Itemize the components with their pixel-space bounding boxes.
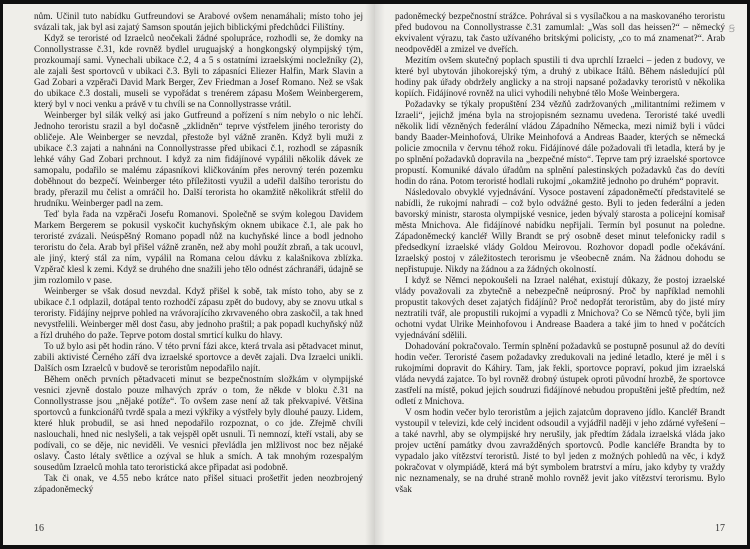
right-page-text <box>395 11 725 495</box>
paragraph: V osm hodin večer bylo teroristům a jejich zajatcům dopraveno jídlo. Kancléř Brandt vystoupil v televizi, kde celý incident odsoudil a vyjádřil naději v jeho zdárné vyřešení – a také navrhl, aby se olympijské hry nerušily, jak předtím žádala izraelská vláda jako projev uctění památky dvou zavražděných sportovců. Podle kancléře Brandta by to vypadalo jako vítězství teroristů. Jisté to byl jeden z možných pohledů na věc, i když pokračovat v olympiádě, která má být symbolem bratrství a míru, jako kdyby ty vraždy nic neznamenaly, se na druhé straně mohlo rovněž jevit jako vítězství terorismu. Bylo však <box>395 407 725 494</box>
paragraph: Tak či onak, ve 4.55 nebo krátce nato přišel situaci prošetřit jeden neozbrojený západoněmecký <box>34 473 363 494</box>
paragraph: Když se teroristé od Izraelců neočekali žádné spolupráce, rozhodli se, že domky na Connollystrasse č.31, kde rovněž bydlel uruguajský a hongkongský olympijský tým, prozkoumají sami. Vynechali ubikace č.2, 4 a 5 s ostatními izraelskými nocležníky (2), ale zajali šest sportovců v ubikaci č.3. Byli to zápasníci Eliezer Halfin, Mark Slavin a Gad Zobari a vzpěrači David Mark Berger, Zev Friedman a Josef Romano. Než se však do ubikace č.3 dostali, museli se vypořádat s trenérem zápasu Mošem Weinbergerem, který byl v noci venku a právě v tu chvíli se na Connollystrasse vrátil. <box>34 33 363 109</box>
gutter-shadow <box>365 4 375 545</box>
paragraph: Mezitím ovšem skutečný poplach spustili ti dva uprchlí Izraelci – jeden z budovy, ve které byl ubytován jihokorejský tým, a druhý z ubikace Itálů. Během následující půl hodiny pak úřady obdržely anglicky a na stroji napsané požadavky teroristů v několika kopiích. Fidájínové rovněž na ulici vyhodili nehybné tělo Moše Weinbergera. <box>395 55 725 98</box>
paragraph: Teď byla řada na vzpěrači Josefu Romanovi. Společně se svým kolegou Davidem Markem Bergerem se pokusil vyskočit kuchyňským oknem ubikace č.1, ale pak ho teroristé zvázali. Neúspěšný Romano popadl nůž na kuchyňské lince a bodl jednoho teroristu do čela. Arab byl přišel vážně zraněn, než aby mohl použít zbraň, a tak ucouvl, ale jiný, který stál za ním, vypálil na Romana celou dávku z kalašnikova zblízka. Vzpěrač klesl k zemi. Když se druhého dne snažili jeho tělo odnést záchranáři, údajně se jim rozlomilo v pase. <box>34 209 363 285</box>
paragraph: Weinberger se však dosud nevzdal. Když přišel k sobě, tak místo toho, aby se z ubikace č.1 odplazil, dotápal tento rozhodčí zápasu zpět do budovy, aby se znovu utkal s teroristy. Fidájíny nejprve pohled na vrávorajícího zkrvaveného obra zaskočil, a tak hned nevystřelili. Weinberger měl dost času, aby jednoho praštil; a pak popadl kuchyňský nůž a řízl druhého do paže. Teprve potom dostal smrticí kulku do hlavy. <box>34 286 363 340</box>
paragraph: Během oněch prvních pětadvaceti minut se bezpečnostním složkám v olympijské vesnici zjevně dostalo pouze mlhavých zpráv o tom, že někde v bloku č.31 na Connollystrasse jsou „nějaké potíže“. To ovšem zase není až tak překvapivé. Většina sportovců a funkcionářů tvrdě spala a mezi výkřiky a výstřely byly dlouhé pauzy. Lidem, které hluk probudil, se asi hned nepodařilo rozpoznat, o co jde. Zřejmě chvíli naslouchali, hned nic neslyšeli, a tak vejspěl opět usnuli. Ti nemnozí, kteří vstali, aby se podívali, co se děje, nic neviděli. Ve vesnici převládla jen mlžlivost noc bez nějaké oslavy. Často létaly světlice a ozýval se hluk a smích. A tak mnohým rozespalým sousedům Izraelců mohla tato teroristická akce připadat asi podobně. <box>34 374 363 472</box>
right-page <box>375 4 747 545</box>
paragraph: nům. Učinil tuto nabídku Gutfreundovi se Arabové ovšem nenamáhali; místo toho jej svázali tak, jak byl asi zajatý Samson spoután jejich biblickými předchůdci Filištíny. <box>34 11 363 32</box>
paragraph: Weinberger byl silák velký asi jako Gutfreund a pořízení s ním nebylo o nic lehčí. Jednoho teroristu srazil a byl dočasně „zklidněn“ teprve výstřelem jiného teroristy do obličeje. Ale Weinberger se nevzdal, přestože byl vážně zraněn. Když byli muži z ubikace č.3 zajati a nahnáni na Connollystrasse před ubikaci č.1, rozhodl se zápasník lehké váhy Gad Zobari prchnout. I když za nim fidájínové vypálili několik dávek ze samopalu, podařilo se malému zápasníkovi kličkováním přes nerovný terén pozemku doběhnout do bezpečí. Weinberger této příležitosti využil a udeřil dalšího teroristu do brady, přerazil mu čelist a omráčil ho. Další terorista ho okamžitě několikrát střelil do hrudníku. Weinberger padl na zem. <box>34 110 363 208</box>
corner-mark-icon: Ꞩ <box>728 24 735 35</box>
paragraph: Požadavky se týkaly propuštění 234 vězňů zadržovaných „militantními režimem v Izraeli“, jejichž jména byla na strojopisném seznamu uvedena. Teroristé také uvedli několik lidí vězněných federální vládou Západního Německa, mezi nimiž byli i vůdci bandy Baader-Meinhofová, Ulrike Meinhofová a Andreas Baader, kterých se německá policie zmocnila v červnu téhož roku. Fidájínové dále požadovali tři letadla, která by je po splnění požadavků dopravila na „bezpečné místo“. Teprve tam prý izraelské sportovce propustí. Komuniké dávalo úřadům na splnění palestinských požadavků čas do devíti hodin do rána. Potom teroristé hodlali rukojmí „okamžitě jednoho po druhém“ popravit. <box>395 99 725 186</box>
gutter-shadow <box>375 4 385 545</box>
page-number-right: 17 <box>715 523 725 534</box>
paragraph: padoněmecký bezpečnostní strážce. Pohrával si s vysílačkou a na maskovaného teroristu před budovou na Connollystrasse č.31 zamumlal: „Was soll das heissen?“ – německý ekvivalent výrazu, tak často užívaného britskými policisty, „co to má znamenat?“. Arab neodpověděl a zmizel ve dveřích. <box>395 11 725 54</box>
paragraph: To už bylo asi pět hodin ráno. V této první fázi akce, která trvala asi pětadvacet minut, zabili aktivisté Černého září dva izraelské sportovce a devět zajali. Dva Izraelci unikli. Dalších osm Izraelců v budově se teroristům nepodařilo najít. <box>34 341 363 373</box>
page-number-left: 16 <box>34 523 44 534</box>
left-page-text <box>34 11 363 495</box>
paragraph: Dohadování pokračovalo. Termín splnění požadavků se postupně posunul až do devíti hodin večer. Teroristé časem požadavky zredukovali na jediné letadlo, které je měl i s rukojmími dopravit do Káhiry. Tam, jak řekli, sportovce popraví, pokud jim izraelská vláda nevydá zajatce. To byl rovněž drobný ústupek oproti původní hrozbě, že sportovce zastřelí na místě, pokud jejich soudruzi fidájínové nebudou propuštěni ještě předtím, než odletí z Mnichova. <box>395 341 725 406</box>
left-page <box>3 4 375 545</box>
paragraph: Následovalo obvyklé vyjednávání. Vysoce postavení západoněmečtí představitelé se nabídli, že rukojmí nahradí – což bylo odvážné gesto. Byli to jeden federální a jeden bavorský ministr, starosta olympijské vesnice, jeden bývalý starosta a policejní komisař města Mnichova. Ale fidájínové nabídku nepřijali. Termín byl posunut na poledne. Západoněmecký kancléř Willy Brandt se prý osobně deset minut telefonicky radil s předsedkyní izraelské vlády Goldou Meirovou. Rozhovor dopadl podle očekávání. Izraelský postoj v záležitostech terorismu je všeobecně znám. Na žádnou dohodu se nepřistupuje. Nikdy na žádnou a za žádných okolností. <box>395 187 725 274</box>
book-spread <box>3 4 747 545</box>
paragraph: I když se Němci nepokoušeli na Izrael naléhat, existují důkazy, že postoj izraelské vlády považovali za zbytečně a nebezpečně neúprosný. Proč by například nemohli propustit takových deset zajatých fidájínů? Proč nedopřát teroristům, aby do jisté míry neztratili tvář, ale propustili rukojmí a vypadli z Mnichova? Co se Němců týče, byli jim ochotni vydat Ulrike Meinhofovou i Andrease Baadera a také jim to hned v počátcích vyjednávání sdělili. <box>395 275 725 340</box>
